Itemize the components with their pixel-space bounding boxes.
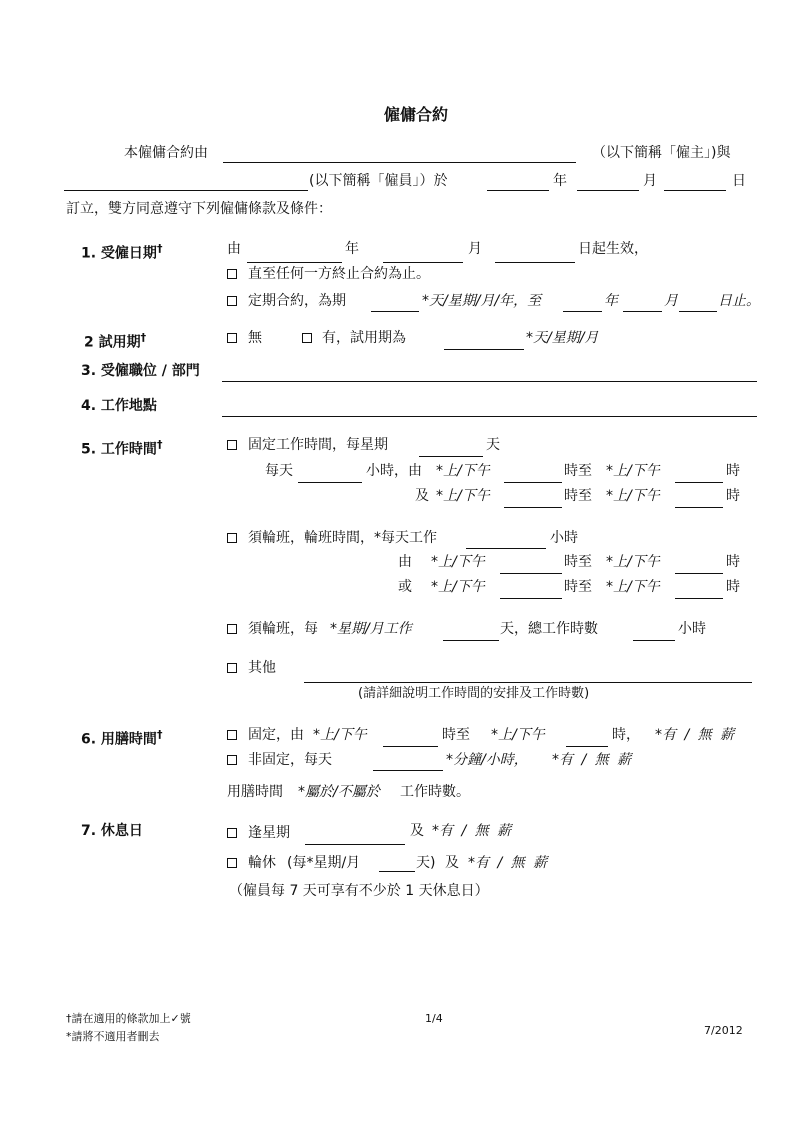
fixed-hours-label: 固定工作時間，每星期	[248, 437, 388, 453]
employee-note: (以下簡稱「僱員」）於	[309, 173, 448, 189]
s2-label-text: 2 試用期	[84, 334, 141, 351]
meal-start-ampm: *上/下午	[313, 727, 367, 743]
shift2-units: *星期/月工作	[330, 621, 412, 637]
s1-month: 月	[468, 241, 482, 257]
s1-option1-checkbox[interactable]	[227, 269, 237, 279]
sign-year-field[interactable]	[487, 190, 549, 191]
shift-hour-1: 時	[726, 554, 740, 570]
daily-label: 每天	[265, 463, 293, 479]
shift-end-ampm-2: *上/下午	[606, 579, 660, 595]
shift-to-1: 時至	[564, 554, 592, 570]
shift2-label: 須輪班，每	[248, 621, 318, 637]
end-month-field[interactable]	[623, 311, 662, 312]
workplace-field[interactable]	[222, 416, 757, 417]
shift-label: 須輪班，輪班時間，*每天工作	[248, 530, 437, 546]
s1-option2-checkbox[interactable]	[227, 296, 237, 306]
s2-mark: †	[140, 331, 147, 344]
rest-weekday-field[interactable]	[305, 844, 405, 845]
other-hours-label: 其他	[248, 660, 276, 676]
start-day-field[interactable]	[495, 262, 575, 263]
meal-hour-label: 時，	[612, 727, 640, 743]
probation-has-checkbox[interactable]	[302, 333, 312, 343]
shift-hours-label: 小時	[550, 530, 578, 546]
sign-month-field[interactable]	[577, 190, 639, 191]
start-year-field[interactable]	[247, 262, 342, 263]
form-version: 7/2012	[704, 1024, 743, 1037]
shift-end-hour-1[interactable]	[675, 573, 723, 574]
probation-units: *天/星期/月	[526, 330, 599, 346]
rest-note: （僱員每 7 天可享有不少於 1 天休息日）	[229, 883, 489, 899]
s1-end-year: 年	[604, 293, 618, 309]
rest-rotate-label: 輪休	[248, 855, 276, 871]
sign-year-label: 年	[553, 173, 567, 189]
shift2-checkbox[interactable]	[227, 624, 237, 634]
shift2-hours-label: 小時	[678, 621, 706, 637]
s1-mark: †	[156, 242, 163, 255]
other-hours-checkbox[interactable]	[227, 663, 237, 673]
employee-name-field[interactable]	[64, 190, 308, 191]
employer-note: （以下簡稱「僱主」)與	[592, 145, 731, 161]
shift2-days-field[interactable]	[443, 640, 499, 641]
probation-length-field[interactable]	[444, 349, 524, 350]
position-field[interactable]	[222, 381, 757, 382]
s1-year: 年	[345, 241, 359, 257]
meal-nonfixed-label: 非固定，每天	[248, 752, 332, 768]
meal-fixed-checkbox[interactable]	[227, 730, 237, 740]
shift-start-ampm-1: *上/下午	[431, 554, 485, 570]
other-hours-note: (請詳細說明工作時間的安排及工作時數)	[358, 686, 590, 701]
s1-from: 由	[227, 241, 241, 257]
fixed-to-1: 時至	[564, 463, 592, 479]
footer-note1-text: 請在適用的條款加上✓號	[71, 1012, 191, 1025]
s1-label	[81, 240, 162, 263]
fixed-start-hour-1[interactable]	[504, 482, 562, 483]
s4-label: 4. 工作地點	[81, 398, 157, 414]
sign-day-field[interactable]	[664, 190, 726, 191]
probation-none-checkbox[interactable]	[227, 333, 237, 343]
fixed-to-2: 時至	[564, 488, 592, 504]
days-per-week-field[interactable]	[419, 456, 483, 457]
fixed-start-hour-2[interactable]	[504, 507, 562, 508]
intro-line3: 訂立，雙方同意遵守下列僱傭條款及條件：	[66, 201, 332, 217]
fixed-hours-checkbox[interactable]	[227, 440, 237, 450]
fixed-start-ampm-2: *上/下午	[436, 488, 490, 504]
other-hours-field[interactable]	[304, 682, 752, 683]
s2-label	[84, 329, 146, 352]
shift-start-ampm-2: *上/下午	[431, 579, 485, 595]
meal-to-label: 時至	[442, 727, 470, 743]
meal-belong: *屬於/不屬於	[298, 784, 380, 800]
page-number: 1/4	[425, 1012, 443, 1025]
and-label: 及	[415, 488, 429, 504]
meal-paid2-label: *有 / 無 薪	[552, 752, 632, 768]
meal-duration-field[interactable]	[373, 770, 443, 771]
rest-rotate-days: 天)	[416, 855, 436, 871]
s1-effective: 日起生效，	[578, 241, 648, 257]
meal-end-hour-field[interactable]	[566, 746, 608, 747]
s6-label-text: 6. 用膳時間	[81, 731, 157, 748]
hours-from-label: 小時，由	[366, 463, 422, 479]
s1-option1-label: 直至任何一方終止合約為止。	[248, 266, 430, 282]
s3-label: 3. 受僱職位 / 部門	[81, 363, 200, 379]
footer-note1	[66, 1010, 191, 1028]
days-label: 天	[486, 437, 500, 453]
rest-weekly-checkbox[interactable]	[227, 828, 237, 838]
rest-rotate-days-field[interactable]	[379, 871, 415, 872]
employer-name-field[interactable]	[223, 162, 576, 163]
shift-checkbox[interactable]	[227, 533, 237, 543]
end-year-field[interactable]	[563, 311, 602, 312]
meal-nonfixed-checkbox[interactable]	[227, 755, 237, 765]
rest-rotate-paid: *有 / 無 薪	[468, 855, 548, 871]
shift2-total-label: 天，總工作時數	[500, 621, 598, 637]
rest-and-label: 及	[410, 823, 424, 839]
s6-mark: †	[156, 728, 163, 741]
daily-hours-field[interactable]	[298, 482, 362, 483]
rest-rotate-and: 及	[445, 855, 459, 871]
s5-label-text: 5. 工作時間	[81, 441, 157, 458]
shift-hour-2: 時	[726, 579, 740, 595]
fixed-end-hour-2[interactable]	[675, 507, 723, 508]
s5-label	[81, 436, 162, 459]
meal-units: *分鐘/小時，	[446, 752, 528, 768]
shift-to-2: 時至	[564, 579, 592, 595]
s1-end-day: 日止。	[718, 293, 760, 309]
fixed-hour-1: 時	[726, 463, 740, 479]
shift-from-label: 由	[398, 554, 412, 570]
page-title: 僱傭合約	[384, 105, 449, 124]
contract-length-field[interactable]	[371, 311, 419, 312]
s1-label-text: 1. 受僱日期	[81, 245, 157, 262]
s1-option2-label: 定期合約，為期	[248, 293, 346, 309]
rest-weekly-label: 逢星期	[248, 825, 290, 841]
shift-hours-field[interactable]	[466, 548, 546, 549]
meal-paid-label: *有 / 無 薪	[655, 727, 735, 743]
shift-start-hour-1[interactable]	[500, 573, 562, 574]
fixed-start-ampm-1: *上/下午	[436, 463, 490, 479]
shift-end-ampm-1: *上/下午	[606, 554, 660, 570]
s1-option2-units: *天/星期/月/年，至	[422, 293, 542, 309]
s5-mark: †	[156, 438, 163, 451]
meal-suffix: 工作時數。	[400, 784, 470, 800]
intro-start: 本僱傭合約由	[124, 145, 208, 161]
s6-label	[81, 726, 162, 749]
sign-month-label: 月	[643, 173, 657, 189]
shift2-total-hours-field[interactable]	[633, 640, 675, 641]
probation-none-label: 無	[248, 330, 262, 346]
rest-paid-label: *有 / 無 薪	[432, 823, 512, 839]
meal-end-ampm: *上/下午	[491, 727, 545, 743]
s7-label: 7. 休息日	[81, 823, 143, 839]
footer-note1-mark: †	[66, 1012, 72, 1025]
shift-end-hour-2[interactable]	[675, 598, 723, 599]
fixed-end-ampm-1: *上/下午	[606, 463, 660, 479]
rest-rotate-per: (每*星期/月	[287, 855, 361, 871]
shift-start-hour-2[interactable]	[500, 598, 562, 599]
s1-end-month: 月	[664, 293, 678, 309]
shift-or-label: 或	[398, 579, 412, 595]
meal-fixed-label: 固定，由	[248, 727, 304, 743]
footer-note2: *請將不適用者刪去	[66, 1030, 160, 1043]
meal-start-hour-field[interactable]	[383, 746, 438, 747]
end-day-field[interactable]	[679, 311, 717, 312]
fixed-hour-2: 時	[726, 488, 740, 504]
probation-has-label: 有，試用期為	[322, 330, 406, 346]
start-month-field[interactable]	[383, 262, 463, 263]
rest-rotate-checkbox[interactable]	[227, 858, 237, 868]
meal-prefix: 用膳時間	[227, 784, 283, 800]
fixed-end-hour-1[interactable]	[675, 482, 723, 483]
fixed-end-ampm-2: *上/下午	[606, 488, 660, 504]
sign-day-label: 日	[732, 173, 746, 189]
